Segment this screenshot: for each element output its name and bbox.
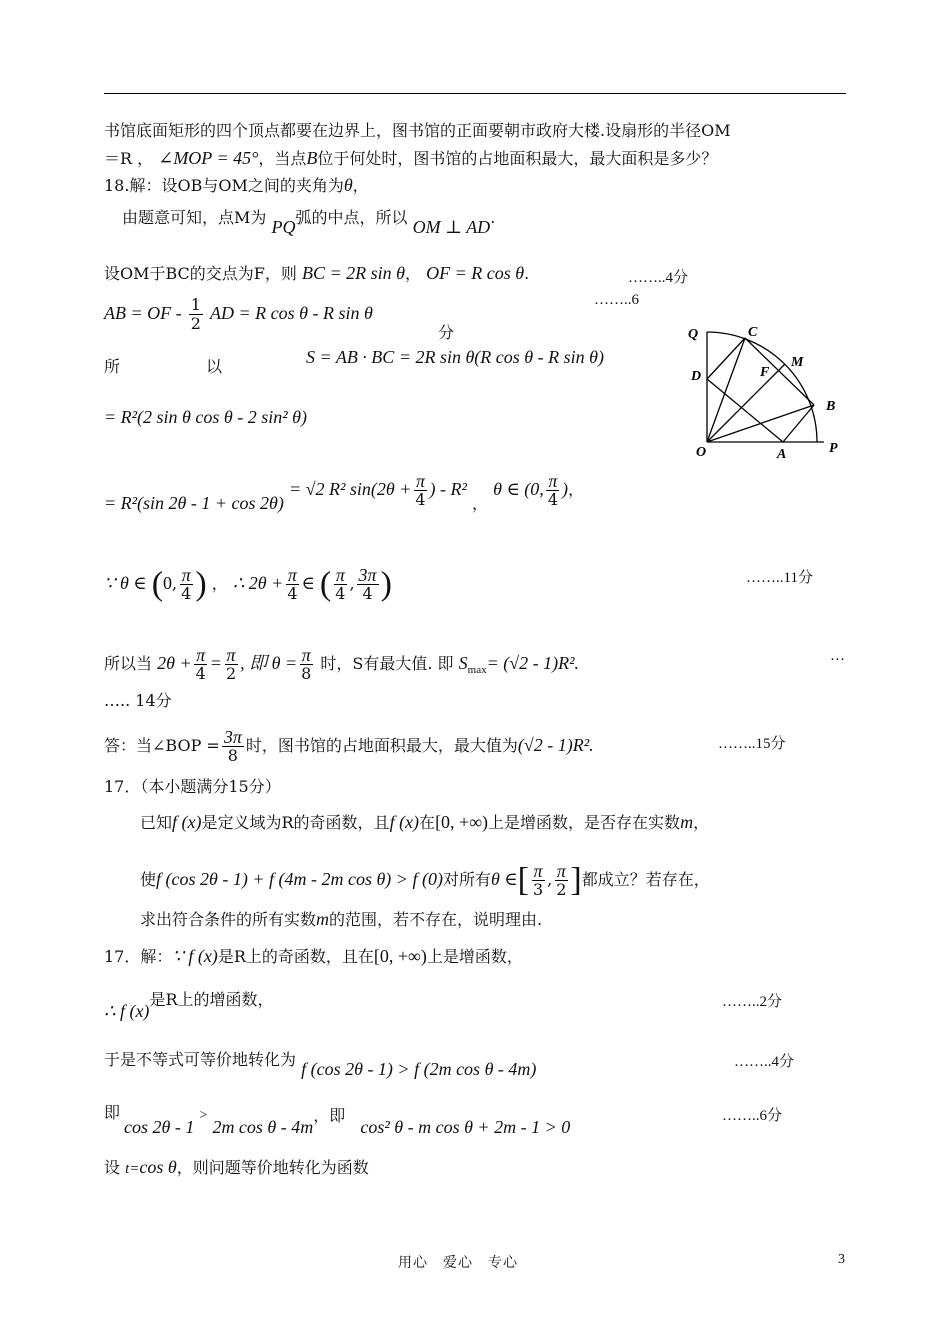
- score-marker: ……..6分: [722, 1108, 783, 1124]
- math-line: cos 2θ - 1 > 2m cos θ - 4m，即 cos² θ - m cos θ + 2m - 1 > 0: [124, 1106, 571, 1137]
- math-line: ∵ θ ∈ (0, $\frac{\pi}{4}$ ) ， ∴ 2θ + $\frac{\pi}{4}$ ∈ ( $\frac{\pi}{4}$ , $\frac{3\pi}{4}$ ): [104, 565, 392, 603]
- text-line: [104, 120, 731, 142]
- segment-CB: [745, 338, 814, 405]
- math-expr: BC = 2R sin θ: [302, 263, 405, 283]
- score-marker: ……..4分: [734, 1054, 795, 1070]
- text-line: 所以当 2θ + $\frac{\pi}{4}$ = $\frac{\pi}{2}$ , 即 θ = $\frac{\pi}{8}$ 时，S有最大值. 即 $S_{max}= (√2 - 1)R^2$.: [104, 645, 580, 683]
- problem-heading: 17．（本小题满分15分）: [104, 777, 281, 796]
- score-marker: …: [830, 648, 845, 664]
- footer-text: 用心 爱心 专心: [398, 1255, 518, 1271]
- header-rule: [104, 93, 846, 94]
- page-number: 3: [838, 1252, 845, 1267]
- math-expr: PQ: [271, 217, 296, 237]
- text: .: [524, 264, 530, 283]
- text: 18.解：设OB与OM之间的夹角为: [104, 176, 344, 195]
- score-marker: ……..11分: [746, 570, 813, 586]
- math-expr: S = AB · BC = 2R sin θ(R cos θ - R sin θ): [306, 347, 604, 367]
- text: 书馆底面矩形的四个顶点都要在边界上，图书馆的正面要朝市政府大楼.设扇形的半径OM: [104, 121, 731, 140]
- text: .: [490, 208, 496, 227]
- text-line: 设 t=cos θ，则问题等价地转化为函数: [104, 1157, 369, 1177]
- math-expr: = R²(sin 2θ - 1 + cos 2θ): [104, 493, 284, 513]
- label-M: M: [791, 355, 804, 370]
- math-expr: B: [306, 148, 318, 168]
- label-Q: Q: [688, 327, 699, 342]
- text-line: [122, 206, 496, 237]
- score-marker: ……..15分: [718, 736, 786, 752]
- text-line: 已知f (x)是定义域为R的奇函数，且f (x)在[0, +∞)上是增函数，是否存在实数m，: [140, 812, 710, 832]
- text-line: 17．解：∵ f (x)是R上的奇函数，且在[0, +∞)上是增函数，: [104, 946, 523, 966]
- math-expr: AD = R cos θ - R sin θ: [210, 303, 373, 323]
- text-line: [104, 147, 717, 170]
- text-line: 使f (cos 2θ - 1) + f (4m - 2m cos θ) > f (0)对所有θ ∈[ $\frac{\pi}{3}$ , $\frac{\pi}{2}$ ]都成立？若存在，: [140, 861, 710, 899]
- label-A: A: [777, 447, 787, 462]
- text-line: 求出符合条件的所有实数m的范围，若不存在，说明理由.: [140, 909, 543, 929]
- math-line: = R²(2 sin θ cos θ - 2 sin² θ): [104, 407, 307, 427]
- math-line: = R²(sin 2θ - 1 + cos 2θ) = √2 R² sin(2θ + $\frac{\pi}{4}$ ) - R² ， θ ∈ (0, $\frac{\pi}{4}$ )，: [104, 471, 585, 513]
- text: ，: [405, 264, 422, 283]
- math-expr: OF = R cos θ: [426, 263, 525, 283]
- text: 弧的中点，所以: [295, 208, 408, 227]
- text-line: 即: [104, 1103, 121, 1122]
- text: 设OM于BC的交点为F，则: [104, 264, 297, 283]
- label-B: B: [826, 399, 836, 414]
- math-expr: ∠MOP = 45°: [158, 148, 259, 168]
- text-line: [104, 262, 529, 285]
- text-line: [104, 174, 369, 197]
- text: 分: [438, 323, 455, 342]
- label-F: F: [760, 365, 770, 380]
- fraction-pi4: $\frac{\pi}{4}$: [415, 471, 426, 509]
- label-O: O: [696, 445, 707, 460]
- label-P: P: [829, 441, 838, 456]
- radius-OM: [707, 364, 785, 442]
- text-line: 于是不等式可等价地转化为 f (cos 2θ - 1) > f (2m cos θ - 4m): [104, 1050, 537, 1079]
- label-C: C: [748, 325, 758, 340]
- math-expr: OM ⊥ AD: [412, 217, 491, 237]
- score-marker: ……..2分: [722, 994, 783, 1010]
- fraction-half: $\frac{1}{2}$: [190, 295, 201, 333]
- label-D: D: [691, 369, 702, 384]
- text: ，: [352, 176, 369, 195]
- text: 由题意可知，点M为: [122, 208, 267, 227]
- math-expr: AB = OF -: [104, 303, 182, 323]
- text: ，当点: [258, 149, 307, 168]
- text: ＝R ，: [104, 149, 154, 168]
- math-expr: = √2 R² sin(2θ +: [288, 479, 412, 499]
- segment-OC: [707, 338, 745, 442]
- sector-figure: [686, 318, 846, 468]
- score-marker: ……..4分: [628, 270, 689, 286]
- text-line: 答：当∠BOP = $\frac{3\pi}{8}$ 时，图书馆的占地面积最大，最大值为(√2 - 1)R².: [104, 727, 594, 765]
- score-marker: ….. 14分: [104, 691, 172, 710]
- text-line: [104, 356, 120, 378]
- fraction-pi4: $\frac{\pi}{4}$: [547, 471, 558, 509]
- text-line: [104, 296, 373, 333]
- text: 位于何处时，图书馆的占地面积最大，最大面积是多少？: [317, 149, 718, 168]
- text: 所: [104, 357, 121, 376]
- text-line: ∴ f (x)是R上的增函数，: [104, 990, 274, 1021]
- score-marker: ……..6: [594, 292, 639, 308]
- segment-DC: [707, 338, 745, 379]
- text: 以: [206, 357, 223, 376]
- math-expr: θ: [343, 175, 353, 195]
